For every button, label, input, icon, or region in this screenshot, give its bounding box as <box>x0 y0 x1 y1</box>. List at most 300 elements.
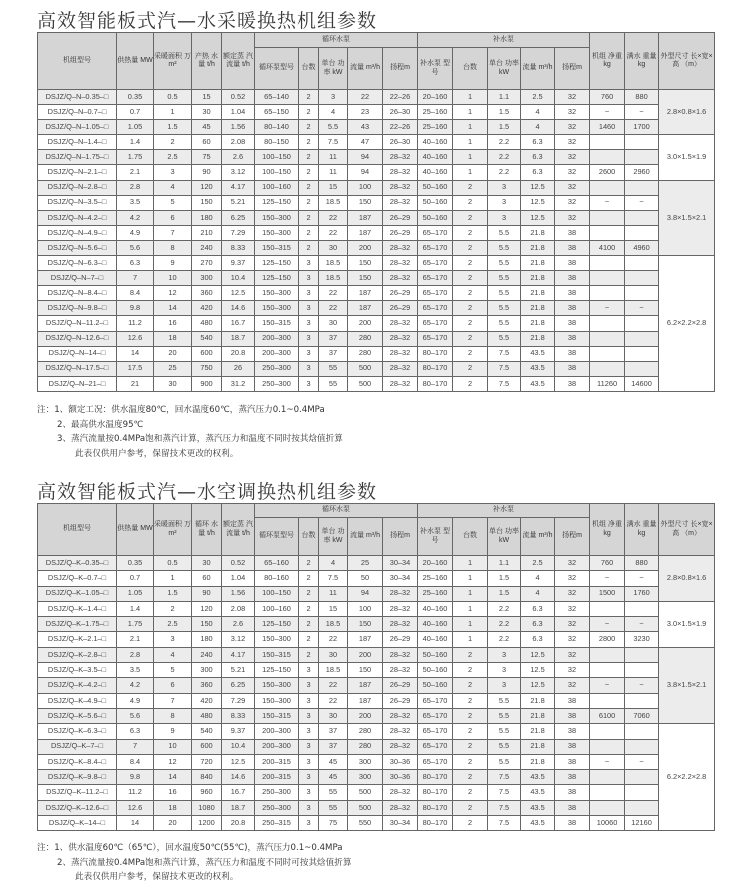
table-cell: 2600 <box>590 165 625 180</box>
model-cell: DSJZ/Q–K–3.5–□ <box>38 663 117 678</box>
table-row <box>38 90 715 105</box>
table-cell: 2.1 <box>117 165 154 180</box>
table-cell: 7.5 <box>488 361 521 376</box>
table-cell: 7 <box>154 693 192 708</box>
table-cell: 2 <box>453 678 488 693</box>
table-cell: 32 <box>555 632 590 647</box>
table-cell: 2 <box>299 586 319 601</box>
table-cell: 2 <box>299 105 319 120</box>
table-cell <box>625 739 659 754</box>
table-cell: 150–315 <box>255 316 299 331</box>
table-cell: 6100 <box>590 708 625 723</box>
table-cell: 0.5 <box>154 90 192 105</box>
table-cell: 75 <box>192 150 222 165</box>
table-cell: 20–160 <box>418 556 453 571</box>
table-cell: 80–170 <box>418 376 453 391</box>
table-cell: 2 <box>453 346 488 361</box>
table-cell <box>590 271 625 286</box>
table-cell: 26–29 <box>383 225 418 240</box>
table-cell: 11 <box>319 150 348 165</box>
table-cell: 3 <box>299 361 319 376</box>
col-heat-output: 供热量 MW <box>117 33 154 90</box>
table-cell: 50–160 <box>418 678 453 693</box>
table-cell: 26 <box>222 361 255 376</box>
model-cell: DSJZ/Q–K–9.8–□ <box>38 770 117 785</box>
table-cell: 94 <box>348 586 383 601</box>
table-row <box>38 210 715 225</box>
table-cell: 3.12 <box>222 632 255 647</box>
col-circ-power: 单台 功率 kW <box>319 518 348 556</box>
table-cell: 1 <box>453 586 488 601</box>
table-cell: 80–170 <box>418 785 453 800</box>
table-cell: 26–29 <box>383 693 418 708</box>
table-cell: 3 <box>488 647 521 662</box>
table-cell <box>590 663 625 678</box>
table-row <box>38 663 715 678</box>
table-cell: 5.5 <box>488 739 521 754</box>
model-cell: DSJZ/Q–N–4.2–□ <box>38 210 117 225</box>
table-cell: 1.05 <box>117 586 154 601</box>
table-row <box>38 586 715 601</box>
col-dimensions: 外型尺寸 长×宽×高 （m） <box>659 504 715 556</box>
table-cell: 25–160 <box>418 105 453 120</box>
table-cell: 28–32 <box>383 785 418 800</box>
table-cell <box>590 601 625 616</box>
table-cell: 43.5 <box>521 770 555 785</box>
table-cell <box>625 724 659 739</box>
table-cell: 880 <box>625 556 659 571</box>
table-cell: 38 <box>555 331 590 346</box>
table-cell: 65–170 <box>418 708 453 723</box>
model-cell: DSJZ/Q–N–0.35–□ <box>38 90 117 105</box>
note-line: 3、蒸汽流量按0.4MPa饱和蒸汽计算，蒸汽压力和温度不同时按其焓值折算 <box>57 434 343 444</box>
table-cell: 16.7 <box>222 785 255 800</box>
dimensions-cell: 2.8×0.8×1.6 <box>659 90 715 135</box>
table-cell: 22 <box>319 632 348 647</box>
table-cell: 200 <box>348 647 383 662</box>
table-cell: 7 <box>117 271 154 286</box>
table-cell: 28–32 <box>383 617 418 632</box>
table-cell: 28–32 <box>383 346 418 361</box>
section2-notes <box>37 841 351 885</box>
table-cell: 28–32 <box>383 361 418 376</box>
table-cell: 30 <box>192 556 222 571</box>
table-cell: 50–160 <box>418 195 453 210</box>
table-cell: 7.29 <box>222 693 255 708</box>
table-cell: 250–300 <box>255 785 299 800</box>
col-makeup-count: 台数 <box>453 518 488 556</box>
table-cell: 3 <box>488 678 521 693</box>
table-cell: 187 <box>348 286 383 301</box>
table-cell: 5.5 <box>488 271 521 286</box>
table-cell: 125–150 <box>255 663 299 678</box>
table-cell: 210 <box>192 225 222 240</box>
table-cell: 26–30 <box>383 135 418 150</box>
table-cell: 300 <box>348 754 383 769</box>
table-cell: 100–160 <box>255 601 299 616</box>
table-cell: 18.7 <box>222 331 255 346</box>
table-cell: 30–36 <box>383 770 418 785</box>
col-circ-flow: 流量 m³/h <box>348 48 383 90</box>
table-cell: 6.3 <box>521 150 555 165</box>
table-cell: 12.6 <box>117 800 154 815</box>
table-cell: 40–160 <box>418 165 453 180</box>
table-cell: 6.3 <box>117 256 154 271</box>
model-cell: DSJZ/Q–K–2.8–□ <box>38 647 117 662</box>
table-cell: 3 <box>488 180 521 195</box>
table-cell: 100 <box>348 180 383 195</box>
table-cell: 4 <box>521 120 555 135</box>
table-cell: 6.3 <box>521 617 555 632</box>
table-cell: 270 <box>192 256 222 271</box>
table-cell: 2 <box>453 800 488 815</box>
table-cell: 10.4 <box>222 271 255 286</box>
table-cell: 1 <box>453 556 488 571</box>
table-cell: 960 <box>192 785 222 800</box>
table-cell: 5.5 <box>319 120 348 135</box>
table-cell <box>590 150 625 165</box>
table-cell: 80–150 <box>255 135 299 150</box>
table-cell: 2 <box>453 316 488 331</box>
model-cell: DSJZ/Q–K–6.3–□ <box>38 724 117 739</box>
table-row <box>38 195 715 210</box>
table-cell: 2.08 <box>222 601 255 616</box>
table-cell: 4 <box>319 556 348 571</box>
table-cell <box>625 135 659 150</box>
table-cell: 3 <box>299 785 319 800</box>
table-cell: 15 <box>192 90 222 105</box>
table-cell: 125–150 <box>255 617 299 632</box>
table-cell: 150–300 <box>255 225 299 240</box>
table-cell: 8.33 <box>222 708 255 723</box>
table-row <box>38 571 715 586</box>
table-cell: 40–160 <box>418 601 453 616</box>
table-cell <box>590 346 625 361</box>
table-cell: 9.37 <box>222 724 255 739</box>
table-cell: 21.8 <box>521 225 555 240</box>
col-dimensions: 外型尺寸 长×宽×高 （m） <box>659 33 715 90</box>
table-cell: 4100 <box>590 240 625 255</box>
table-cell: 50–160 <box>418 210 453 225</box>
table-cell <box>625 785 659 800</box>
table-cell: 3 <box>299 256 319 271</box>
table-cell <box>590 693 625 708</box>
note-line: 此表仅供用户参考，保留技术更改的权利。 <box>75 448 239 459</box>
table-cell: 3 <box>299 663 319 678</box>
col-net-weight: 机组 净重 kg <box>590 504 625 556</box>
table-cell: 31.2 <box>222 376 255 391</box>
table-row <box>38 165 715 180</box>
table-cell: 65–170 <box>418 225 453 240</box>
table-cell: 28–32 <box>383 150 418 165</box>
table-cell: 16 <box>154 785 192 800</box>
table-cell: 0.52 <box>222 556 255 571</box>
table-cell: 150–315 <box>255 240 299 255</box>
table-cell <box>590 135 625 150</box>
table-cell: 80–170 <box>418 361 453 376</box>
table-cell: 280 <box>348 346 383 361</box>
table-cell: 20–160 <box>418 90 453 105</box>
table-cell: 18.5 <box>319 195 348 210</box>
table-cell <box>625 663 659 678</box>
table-cell: 2 <box>453 770 488 785</box>
table-cell: 16.7 <box>222 316 255 331</box>
table-cell: 2 <box>299 632 319 647</box>
table-row <box>38 800 715 815</box>
table-cell: 94 <box>348 165 383 180</box>
col-makeup-pump-model: 补水泵 型号 <box>418 518 453 556</box>
table-cell: 10.4 <box>222 739 255 754</box>
table-cell: 3 <box>299 724 319 739</box>
table-cell: 5.21 <box>222 663 255 678</box>
table-cell <box>590 647 625 662</box>
table-cell: 100–150 <box>255 586 299 601</box>
table-cell: 23 <box>348 105 383 120</box>
table-cell: 900 <box>192 376 222 391</box>
table-cell <box>590 316 625 331</box>
table-cell: 2 <box>299 210 319 225</box>
table-cell: 2.5 <box>154 617 192 632</box>
table-row <box>38 556 715 571</box>
table-cell: 28–32 <box>383 331 418 346</box>
table-cell: 5.5 <box>488 693 521 708</box>
table-cell: 65–170 <box>418 286 453 301</box>
col-water-output: 产热 水量 t/h <box>192 33 222 90</box>
table-row <box>38 739 715 754</box>
col-makeup-count: 台数 <box>453 48 488 90</box>
table-row <box>38 316 715 331</box>
table-cell: 5 <box>154 663 192 678</box>
table-cell: 3 <box>299 376 319 391</box>
table-cell: 43 <box>348 120 383 135</box>
table-cell <box>590 180 625 195</box>
table-cell: 6 <box>154 210 192 225</box>
col-circ-flow: 流量 m³/h <box>348 518 383 556</box>
section1-title: 高效智能板式汽—水采暖换热机组参数 <box>37 10 378 32</box>
table-cell: 5.5 <box>488 316 521 331</box>
group-circulation-pump: 循环水泵 <box>255 504 418 518</box>
model-cell: DSJZ/Q–N–1.05–□ <box>38 120 117 135</box>
table-cell: 25 <box>154 361 192 376</box>
table-cell: 65–170 <box>418 256 453 271</box>
model-cell: DSJZ/Q–N–2.8–□ <box>38 180 117 195</box>
table-cell: 2 <box>453 286 488 301</box>
table-cell: ~ <box>590 105 625 120</box>
table-cell: 37 <box>319 346 348 361</box>
table-cell: 4.9 <box>117 693 154 708</box>
table-cell: 28–32 <box>383 256 418 271</box>
table-cell: 28–32 <box>383 601 418 616</box>
table-cell: 6.25 <box>222 210 255 225</box>
table-cell: 1.05 <box>117 120 154 135</box>
table-cell: 37 <box>319 724 348 739</box>
table-cell: 1700 <box>625 120 659 135</box>
table-cell: 45 <box>319 770 348 785</box>
table-cell: 300 <box>192 271 222 286</box>
table-cell: 6.3 <box>521 632 555 647</box>
table-row <box>38 180 715 195</box>
table-cell: 11.2 <box>117 785 154 800</box>
table-cell: 9.8 <box>117 770 154 785</box>
table-cell: 50–160 <box>418 663 453 678</box>
table-cell: 240 <box>192 647 222 662</box>
table-cell: 1 <box>453 90 488 105</box>
table-cell: 187 <box>348 678 383 693</box>
col-makeup-flow: 流量 m³/h <box>521 48 555 90</box>
table-cell: 2 <box>154 601 192 616</box>
table-cell: 38 <box>555 800 590 815</box>
table-cell: 5.6 <box>117 240 154 255</box>
table-cell: 2 <box>453 225 488 240</box>
table-cell: 760 <box>590 90 625 105</box>
table-cell <box>625 316 659 331</box>
table-cell: 1.1 <box>488 90 521 105</box>
table-cell: 32 <box>555 210 590 225</box>
table-cell: 7.5 <box>488 346 521 361</box>
table-cell: 2 <box>453 301 488 316</box>
table-cell: 150–300 <box>255 301 299 316</box>
table-row <box>38 632 715 647</box>
table-cell: 1.5 <box>154 586 192 601</box>
table-cell: 21.8 <box>521 754 555 769</box>
table-cell: 28–32 <box>383 316 418 331</box>
table-cell: 4 <box>521 571 555 586</box>
table-cell: 880 <box>625 90 659 105</box>
table-cell: 21.8 <box>521 724 555 739</box>
table-cell <box>625 150 659 165</box>
table-cell: 3 <box>299 346 319 361</box>
table-cell: 10 <box>154 739 192 754</box>
table-cell: 65–170 <box>418 693 453 708</box>
table-cell: 14.6 <box>222 770 255 785</box>
model-cell: DSJZ/Q–K–14–□ <box>38 816 117 831</box>
table-cell: 32 <box>555 180 590 195</box>
table-cell: 40–160 <box>418 150 453 165</box>
table-cell: 28–32 <box>383 724 418 739</box>
table-cell: 550 <box>348 816 383 831</box>
table-cell: 26–29 <box>383 286 418 301</box>
table-cell: 38 <box>555 816 590 831</box>
model-cell: DSJZ/Q–N–17.5–□ <box>38 361 117 376</box>
table-cell: 2 <box>453 271 488 286</box>
table-cell: 0.7 <box>117 571 154 586</box>
table-cell: 30–34 <box>383 556 418 571</box>
table-cell: 100–150 <box>255 165 299 180</box>
table-cell: 4.17 <box>222 180 255 195</box>
table-cell: 280 <box>348 739 383 754</box>
table-cell: 12.5 <box>222 286 255 301</box>
table-cell <box>590 225 625 240</box>
table-cell: 12.6 <box>117 331 154 346</box>
model-cell: DSJZ/Q–K–4.9–□ <box>38 693 117 708</box>
table-row <box>38 617 715 632</box>
table-cell: 60 <box>192 571 222 586</box>
table-cell: 1200 <box>192 816 222 831</box>
table-cell: 50 <box>348 571 383 586</box>
table-cell: 1.56 <box>222 120 255 135</box>
dimensions-cell: 3.8×1.5×2.1 <box>659 180 715 255</box>
table-cell: 1 <box>154 105 192 120</box>
table-cell: 2 <box>453 785 488 800</box>
group-makeup-pump: 补水泵 <box>418 504 590 518</box>
table-cell: 1 <box>154 571 192 586</box>
col-makeup-head: 扬程m <box>555 48 590 90</box>
table-cell: 20.8 <box>222 816 255 831</box>
table-cell: 3230 <box>625 632 659 647</box>
table-cell: 1 <box>453 105 488 120</box>
table-cell: 7.5 <box>488 785 521 800</box>
col-makeup-pump-model: 补水泵 型号 <box>418 48 453 90</box>
table-cell: 26–29 <box>383 632 418 647</box>
dimensions-cell: 3.0×1.5×1.9 <box>659 135 715 180</box>
model-cell: DSJZ/Q–N–5.6–□ <box>38 240 117 255</box>
table-cell: 12160 <box>625 816 659 831</box>
table-cell: 80–160 <box>255 571 299 586</box>
table-cell: 0.35 <box>117 556 154 571</box>
table-cell: 187 <box>348 210 383 225</box>
table-cell <box>590 256 625 271</box>
table-cell: 200–300 <box>255 331 299 346</box>
table-cell: 38 <box>555 739 590 754</box>
table-cell: 250–300 <box>255 376 299 391</box>
table-cell: 125–150 <box>255 195 299 210</box>
table-cell: 840 <box>192 770 222 785</box>
table-cell: 4 <box>154 180 192 195</box>
table-cell: 12.5 <box>521 663 555 678</box>
model-cell: DSJZ/Q–N–7–□ <box>38 271 117 286</box>
table-cell: 1 <box>453 617 488 632</box>
table-cell: 240 <box>192 240 222 255</box>
table-cell: 2 <box>453 256 488 271</box>
table-cell: ~ <box>625 678 659 693</box>
table-cell: ~ <box>590 678 625 693</box>
table-cell: 14600 <box>625 376 659 391</box>
table-cell: 150 <box>348 195 383 210</box>
section2-title: 高效智能板式汽—水空调换热机组参数 <box>37 481 378 503</box>
table-cell: 2 <box>299 135 319 150</box>
table-cell: 12.5 <box>521 678 555 693</box>
model-cell: DSJZ/Q–K–1.4–□ <box>38 601 117 616</box>
table-cell: 43.5 <box>521 361 555 376</box>
table-cell: 65–150 <box>255 105 299 120</box>
table-cell: 2.08 <box>222 135 255 150</box>
table-cell: 90 <box>192 165 222 180</box>
table-cell: 2 <box>453 210 488 225</box>
table-cell: 14 <box>154 770 192 785</box>
table-cell: 600 <box>192 346 222 361</box>
model-cell: DSJZ/Q–N–12.6–□ <box>38 331 117 346</box>
table-cell: 200–300 <box>255 346 299 361</box>
table-cell: 2 <box>299 195 319 210</box>
table-cell: 7.5 <box>488 816 521 831</box>
table-cell: 12.5 <box>521 647 555 662</box>
model-cell: DSJZ/Q–K–4.2–□ <box>38 678 117 693</box>
table-cell: 25 <box>348 556 383 571</box>
table-cell: 5.21 <box>222 195 255 210</box>
table-cell: 21.8 <box>521 331 555 346</box>
table-cell: 38 <box>555 361 590 376</box>
table-cell <box>625 271 659 286</box>
table-cell: 7.5 <box>488 800 521 815</box>
col-steam-flow: 额定蒸 汽流量 t/h <box>222 504 255 556</box>
table-cell: 3 <box>319 90 348 105</box>
table-cell: 30 <box>319 316 348 331</box>
table-cell: 40–160 <box>418 632 453 647</box>
table-cell: 21 <box>117 376 154 391</box>
table-cell <box>625 210 659 225</box>
table-cell: 32 <box>555 165 590 180</box>
table-cell: 32 <box>555 135 590 150</box>
